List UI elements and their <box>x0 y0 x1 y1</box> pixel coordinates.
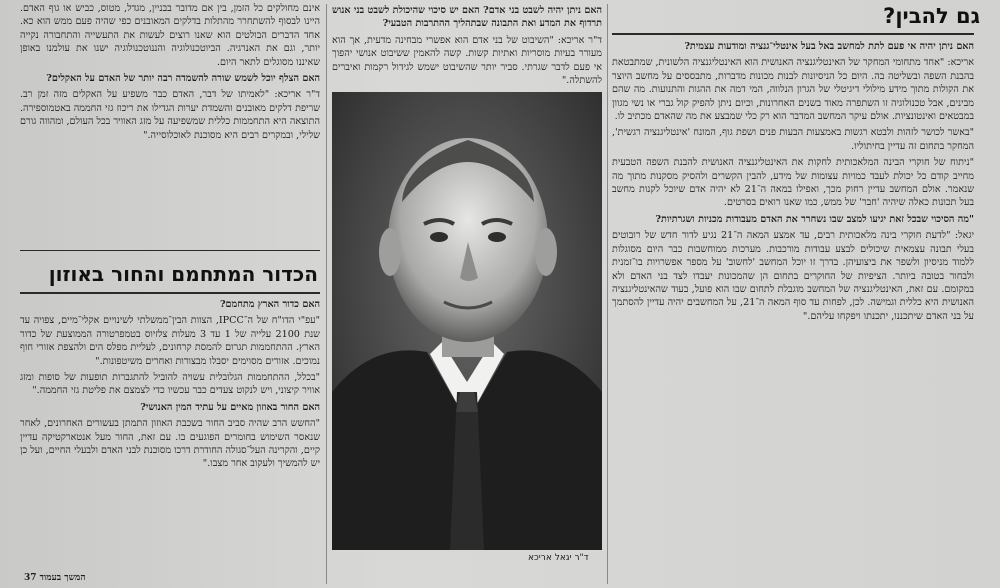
portrait-photo <box>332 92 602 550</box>
answer-paragraph: "באשר לכושר לזהות ולבטא רגשות באמצעות הבעות פנים ושפת גוף, המונח 'אינטליגנציה רגשית', המחקר בתחום זה עדיין בחיתוליו. <box>612 127 974 152</box>
section-divider <box>20 250 320 251</box>
answer-paragraph: "ניתוח של חוקרי הבינה המלאכותית לחקות את האינטליגנציה האנושית להבנת השפה הטבעית מחייב קודם כל יכולת לעבד כמויות עצומות של מידע, להבין הקשרים ולהסיק מסקנות מתוך מה שנאמר. אולם המחשב עדיין רחוק מכך, ואפילו במאה ה־21 לא יהיה אדם שיוכל לקנות מחשב בעל תכונות כאלה שיהיה 'חבר' של ממש, כמו שאנו רואים בסרטים. <box>612 157 974 209</box>
heading-underline-right <box>612 33 974 35</box>
question-cloning: האם ניתן יהיה לשבט בני אדם? האם יש סיכוי שהיכולת לשבט בני אנוש תרדוף את המדע ואת התבונה שבתהליך ההתרבות הטבעי? <box>332 5 602 30</box>
answer-paragraph: "החשש הרב שהיה סביב החור בשכבת האוזון התמתן בעשורים האחרונים, לאחר שנאסר השימוש בחומרים הפוגעים בו. עם זאת, החור מעל אנטארקטיקה עדיין קיים, והקרינה העל־סגולה החודרת דרכו מסוכנת לבני האדם ולבעלי החיים, ועל כן יש להמשיך ולעקוב אחר מצבו." <box>20 418 320 470</box>
column-separator <box>607 4 608 584</box>
question-ozone: האם החור באוזון מאיים על עתיד המין האנושי? <box>140 401 320 413</box>
question-2: "מה הסיכוי שבכל זאת יגיעו למצב שבו נשחרר את האדם מעבודות מכניות ושגרתיות? <box>655 213 974 225</box>
heading-underline-left <box>20 292 320 294</box>
answer-paragraph: יגאל: "לדעת חוקרי בינה מלאכותית רבים, עד אמצע המאה ה־21 נגיע לדור חדש של רובוטים בעלי תבונה עצמאית שיכולים לבצע עבודות מורכבות. מערכות ממוחשבות כבר היום מסוגלות ללמוד מניסיון ולשפר את ביצועיהן. בדרך זו יוכל המחשב 'לחשוב' על מספר אפשרויות בו־זמנית ולבחור בטובה ביותר. הציפיות של החוקרים בתחום הן שהמכונות יעבדו לצד בני האדם ולא במקומם. עם זאת, האינטליגנציה של המחשב מוגבלת לתחום שבו הוא פועל, בעוד שהאינטליגנציה האנושית היא כללית וגמישה. לכן, לפחות עד סוף המאה ה־21, על המחשבים יהיה עדיין להסתמך על בני האדם שיתכננו, יתכנתו ויפקחו עליהם." <box>612 230 974 322</box>
answer-paragraph: "עפ"י הדו"ח של ה־IPCC, הצוות הבין־ממשלתי לשינויים אקלי־מיים, צפויה עד שנת 2100 עלייה של 1 עד 3 מעלות צלזיוס בטמפרטורה הממוצעת של כדור הארץ. ההתחממות תגרום להמסת קרחונים, לעליית מפלס הים ולהצפת אזורי חוף נמוכים. אזורים מסוימים יסבלו מבצורות ואחרים משיטפונות." <box>20 315 320 367</box>
question-warming: האם כדור הארץ מתחמם? <box>219 299 320 310</box>
answer-paragraph: "בכלל, ההתחממות הגלובלית עשויה להוביל להתגברות תופעות של סופות ומזג אוויר קיצוני, ויש לנקוט צעדים כבר עכשיו כדי לצמצם את פליטת גזי החממה." <box>20 372 320 397</box>
question-1: האם ניתן יהיה אי פעם לתת למחשב באל בעל אינטלי־גנציה ומודעות עצמית? <box>684 41 974 52</box>
intro-paragraph: אינם מחולקים כל הזמן, בין אם מדובר בבניין, מגדל, מטוס, כביש או גוף האדם. היינו לבסוף להשתחרר מהתלות בדלקים המאובנים כפי שהיה פעם ממש הוא כא. אחד הדברים הבולטים הוא שאנו רוצים לעשות את התעשייה והתחבורה נקייה יותר, וגם את האנרגיה. הביוטכנולוגיה והננוטכנולוגיה ישנו את עולמנו באופן שאיננו מסוגלים לתאר היום. <box>20 3 320 68</box>
answer-paragraph: אריכא: "אחד מתחומי המחקר של האינטליגנציה האנושית הוא האינטליגנציה הלשונית, שמתבטאת בהבנת השפה ובשליטה בה. היום כל הניסיונות לבנות מכונות מדברות, מתבססים על מחשב היוצר את הקולות מתוך מידע מילולי דיגיטלי של הגרון הנלווה, המי דמה את ההגות והתנועות. מה שהם מבינים, אבל טכנולוגיה זו השתפרה מאוד בשנים האחרונות, וכיום ניתן להפיק קול גברי או נשי מגוון במבטאים ואינטונציות. אולם עיקר המחשב המדבר הוא רק כלי שמבצע את מה שהאדם מכתיב לו. <box>612 57 974 123</box>
column-separator <box>326 4 327 584</box>
portrait-illustration <box>332 92 602 550</box>
answer-paragraph: ד"ר אריכא: "השיבוט של בני אדם הוא אפשרי מבחינה מדעית, אך הוא מעורר בעיות מוסריות ואתיות קשות. קשה להאמין ששיבוט אנושי יהפוך אי פעם לדבר שגרתי. סביר יותר שהשיבוט ישמש לגידול רקמות ואיברים להשתלה." <box>332 34 602 87</box>
article-column-middle <box>332 4 602 88</box>
article-column-left-top <box>20 2 320 242</box>
answer-paragraph: ד"ר אריכא: "לאמיתו של דבר, האדם כבר משפיע על האקלים מזה זמן רב. שריפת דלקים מאובנים והשמדת יערות הגדילו את ריכוז גזי החממה באטמוספירה. התוצאה היא התחממות כללית שמשפיעה על מזג האוויר בכל העולם, ומהווה גורם שלילי, ובמקרים רבים היא מסוכנת לאוכלוסייה." <box>20 89 320 141</box>
question-climate: האם הצלף יוכל לשמש שורה להשמדה רבה יותר של האדם על האקלים? <box>46 73 320 85</box>
section-heading-left: הכדור המתחמם והחור באוזון <box>48 262 318 286</box>
section-heading-right: גם להבין? <box>883 4 980 28</box>
article-column-left-bottom <box>20 298 320 568</box>
photo-caption: ד"ר יגאל אריכא <box>528 553 589 563</box>
article-column-right <box>612 40 974 580</box>
continued-on-page: המשך בעמוד 37 <box>24 573 86 583</box>
